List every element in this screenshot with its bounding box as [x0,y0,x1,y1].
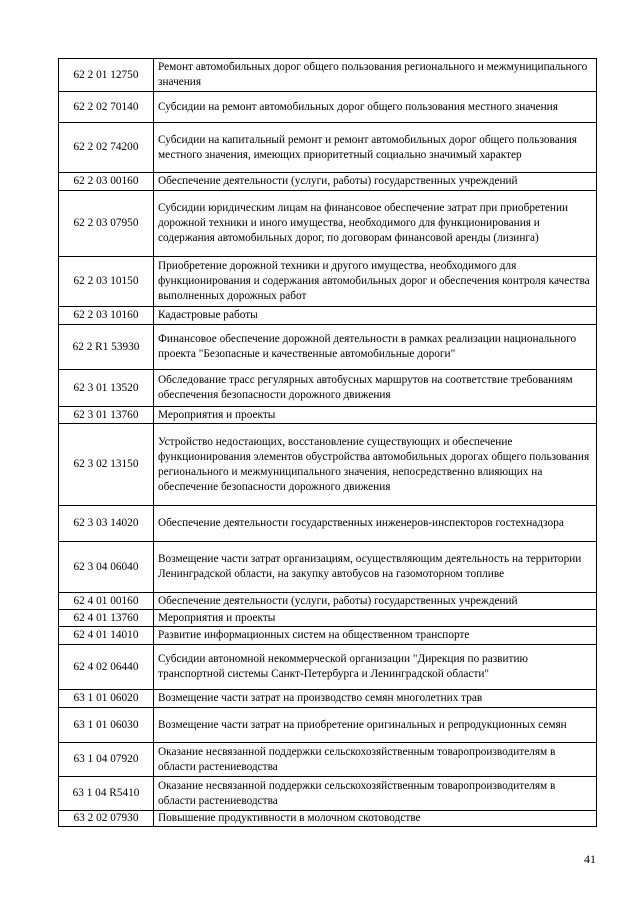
table-row [59,506,597,542]
row-code: 62 3 01 13760 [59,407,154,424]
row-code: 62 2 01 12750 [59,59,154,92]
row-code: 62 4 01 00160 [59,593,154,610]
row-code: 62 2 02 74200 [59,123,154,173]
row-code: 62 2 R1 53930 [59,325,154,370]
row-code: 62 4 02 06440 [59,645,154,690]
row-code: 62 3 03 14020 [59,506,154,542]
row-code: 62 2 03 00160 [59,173,154,191]
row-name: Обследование трасс регулярных автобусных маршрутов на соответствие требованиям обеспечения безопасности дорожного движения [154,370,597,407]
table-row [59,743,597,777]
table-row [59,708,597,743]
row-code: 62 2 03 10160 [59,307,154,325]
row-code: 62 3 01 13520 [59,370,154,407]
table-row [59,645,597,690]
table-row [59,777,597,811]
table-row [59,627,597,645]
row-name: Кадастровые работы [154,307,597,325]
table-row [59,307,597,325]
table-row [59,690,597,708]
row-name: Повышение продуктивности в молочном скотоводстве [154,811,597,827]
row-name: Ремонт автомобильных дорог общего пользования регионального и межмуниципального значения [154,59,597,92]
table-row [59,59,597,92]
page-number: 41 [584,852,596,866]
table-row [59,542,597,593]
budget-classification-table [58,58,597,827]
row-name: Возмещение части затрат на производство семян многолетних трав [154,690,597,708]
row-code: 63 1 04 07920 [59,743,154,777]
row-name: Обеспечение деятельности (услуги, работы) государственных учреждений [154,173,597,191]
row-name: Устройство недостающих, восстановление существующих и обеспечение функционирования элементов обустройства автомобильных дорогах общего пользования регионального и межмуниципального значения, непосредственно влияющих на обеспечение безопасности дорожного движения [154,424,597,506]
table-row [59,610,597,627]
row-code: 63 1 01 06030 [59,708,154,743]
table-row [59,811,597,827]
row-name: Мероприятия и проекты [154,407,597,424]
row-name: Обеспечение деятельности (услуги, работы) государственных учреждений [154,593,597,610]
table-row [59,191,597,257]
table-row [59,325,597,370]
row-name: Оказание несвязанной поддержки сельскохозяйственным товаропроизводителям в области растениеводства [154,743,597,777]
row-name: Возмещение части затрат организациям, осуществляющим деятельность на территории Ленинградской области, на закупку автобусов на газомоторном топливе [154,542,597,593]
row-name: Приобретение дорожной техники и другого имущества, необходимого для функционирования и содержания автомобильных дорог и обеспечения контроля качества выполненных дорожных работ [154,257,597,307]
row-name: Мероприятия и проекты [154,610,597,627]
row-name: Финансовое обеспечение дорожной деятельности в рамках реализации национального проекта "Безопасные и качественные автомобильные дороги" [154,325,597,370]
table-row [59,92,597,123]
row-name: Субсидии на ремонт автомобильных дорог общего пользования местного значения [154,92,597,123]
row-code: 62 2 03 07950 [59,191,154,257]
table-row [59,173,597,191]
row-name: Субсидии автономной некоммерческой организации "Дирекция по развитию транспортной системы Санкт-Петербурга и Ленинградской области" [154,645,597,690]
row-code: 62 4 01 14010 [59,627,154,645]
table-row [59,424,597,506]
row-name: Субсидии юридическим лицам на финансовое обеспечение затрат при приобретении дорожной техники и иного имущества, необходимого для функционирования и содержания автомобильных дорог, по договорам финансовой аренды (лизинга) [154,191,597,257]
row-code: 62 3 02 13150 [59,424,154,506]
table-row [59,370,597,407]
row-code: 62 3 04 06040 [59,542,154,593]
table-row [59,407,597,424]
row-code: 62 2 03 10150 [59,257,154,307]
row-code: 63 1 01 06020 [59,690,154,708]
row-code: 63 2 02 07930 [59,811,154,827]
table-row [59,257,597,307]
row-name: Обеспечение деятельности государственных инженеров-инспекторов гостехнадзора [154,506,597,542]
table-row [59,123,597,173]
row-code: 63 1 04 R5410 [59,777,154,811]
table-row [59,593,597,610]
row-code: 62 2 02 70140 [59,92,154,123]
row-code: 62 4 01 13760 [59,610,154,627]
row-name: Оказание несвязанной поддержки сельскохозяйственным товаропроизводителям в области растениеводства [154,777,597,811]
row-name: Возмещение части затрат на приобретение оригинальных и репродукционных семян [154,708,597,743]
row-name: Развитие информационных систем на общественном транспорте [154,627,597,645]
row-name: Субсидии на капитальный ремонт и ремонт автомобильных дорог общего пользования местного значения, имеющих приоритетный социально значимый характер [154,123,597,173]
